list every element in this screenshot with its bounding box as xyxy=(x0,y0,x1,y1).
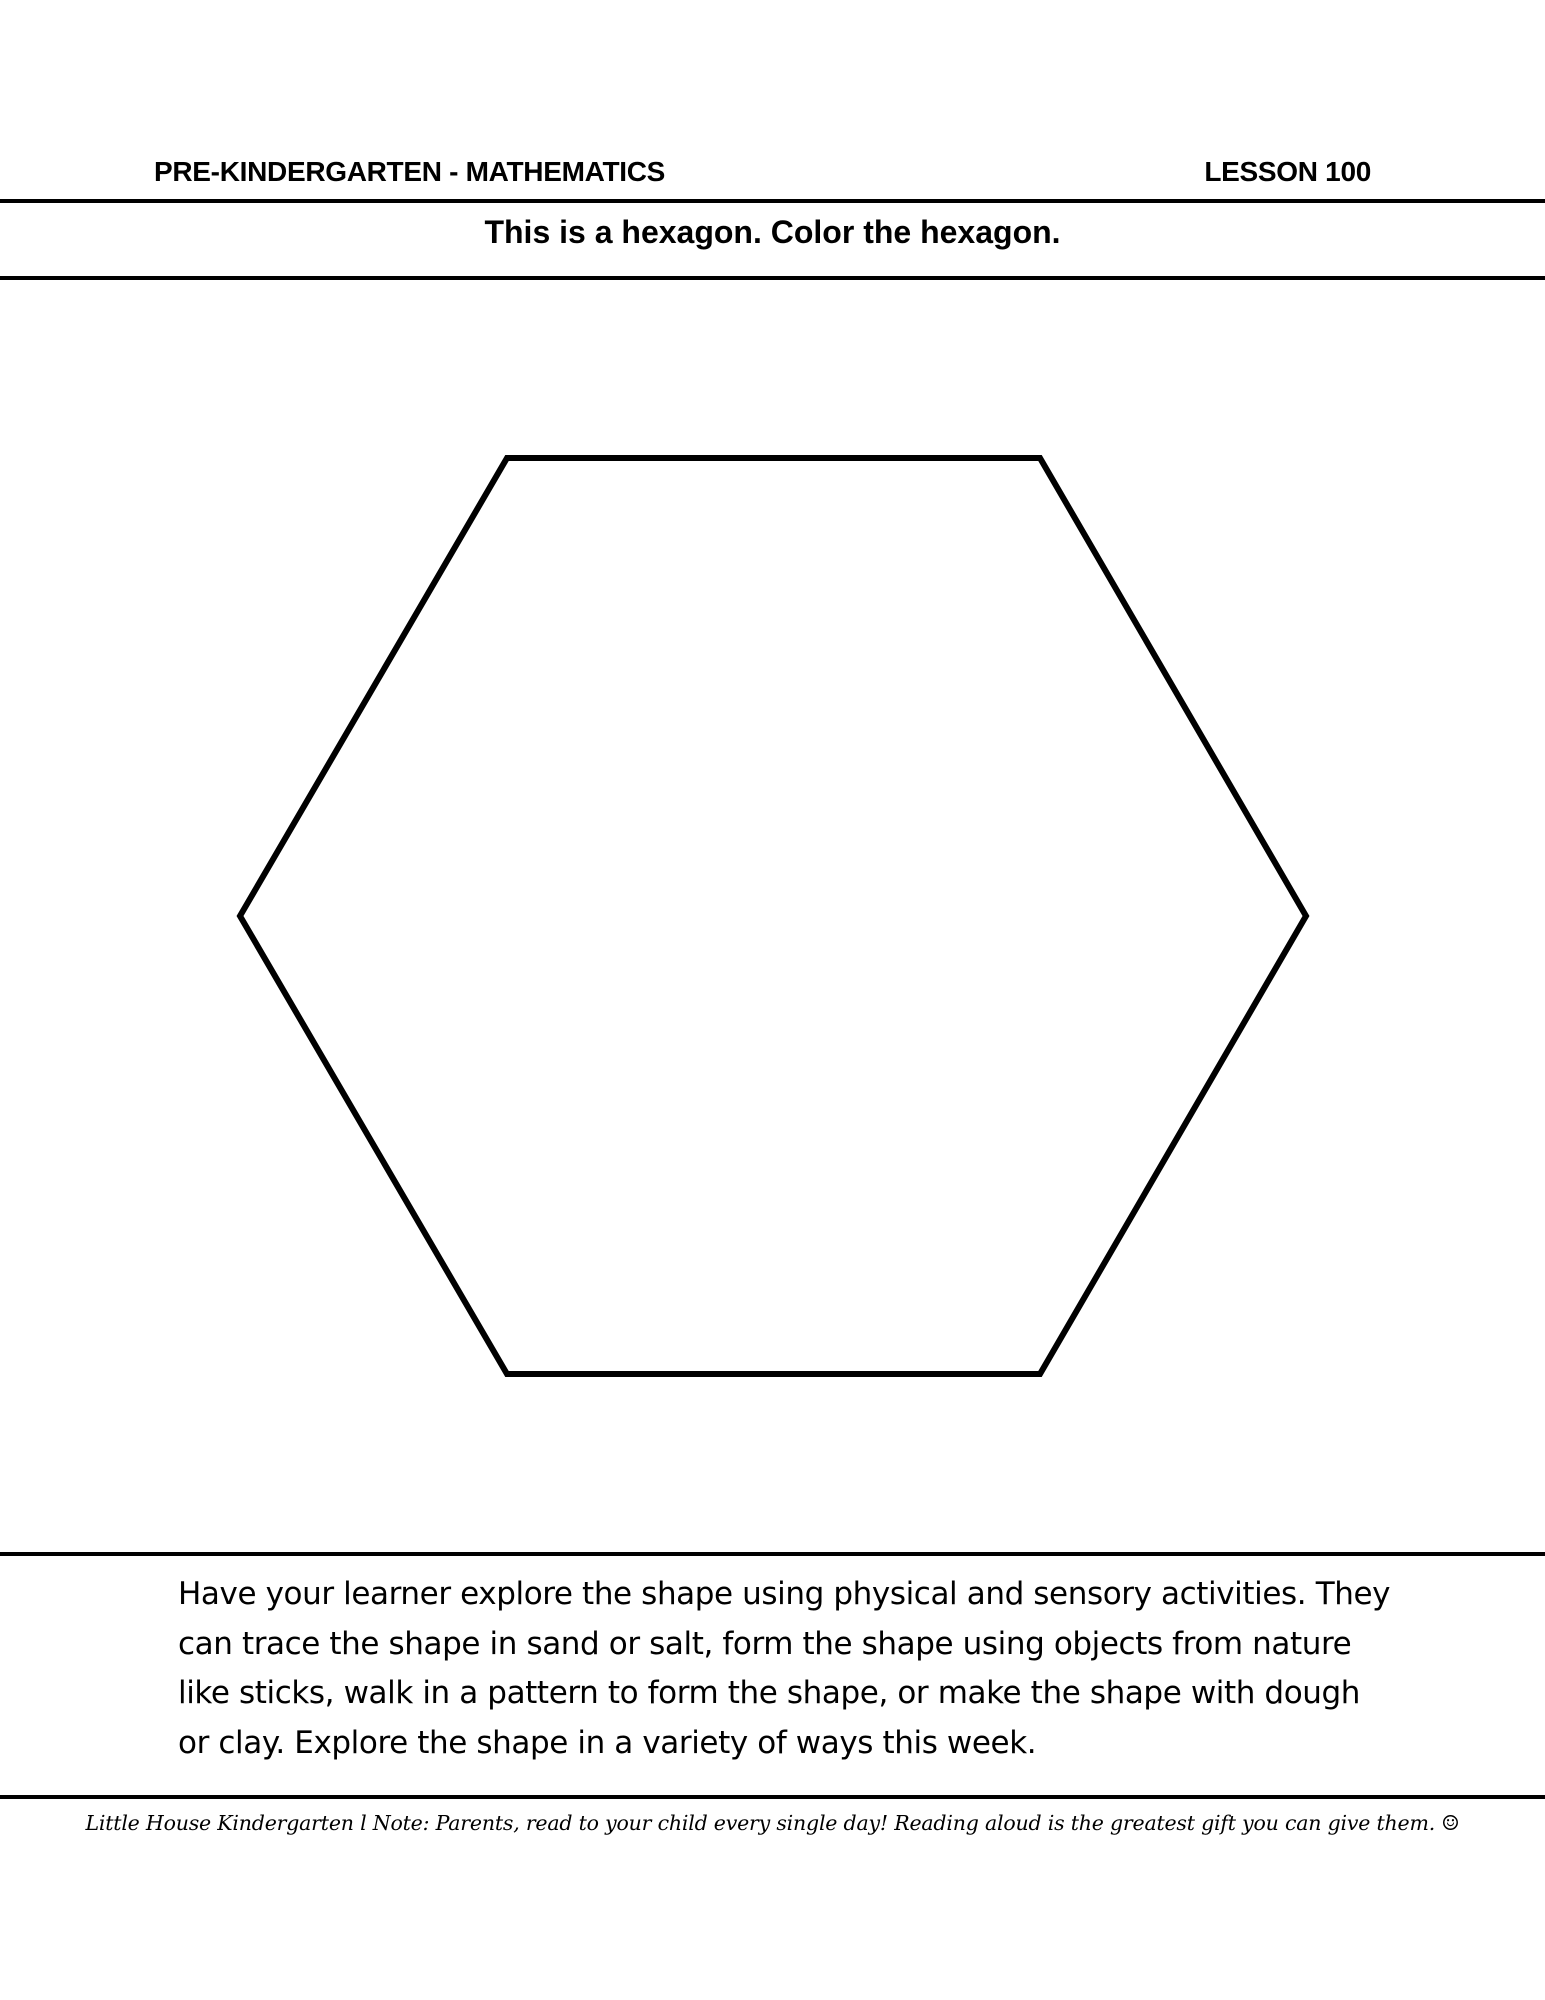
hexagon-drawing xyxy=(0,282,1545,1552)
note-top-divider xyxy=(0,1552,1545,1556)
note-line: Have your learner explore the shape using physical and sensory activities. They xyxy=(178,1576,1391,1612)
footer-divider xyxy=(0,1795,1545,1799)
hexagon-shape[interactable] xyxy=(240,458,1306,1374)
parent-note xyxy=(178,1570,1398,1768)
note-line: can trace the shape in sand or salt, form the shape using objects from nature xyxy=(178,1625,1352,1662)
instruction-text: This is a hexagon. Color the hexagon. xyxy=(484,214,1061,250)
subject-title: PRE-KINDERGARTEN - MATHEMATICS xyxy=(154,156,666,187)
footer-text: Little House Kindergarten l Note: Parents, read to your child every single day! Reading aloud is the greatest gift you can give them. ☺ xyxy=(85,1811,1460,1835)
lesson-number: LESSON 100 xyxy=(1204,156,1371,187)
note-line: or clay. Explore the shape in a variety of ways this week. xyxy=(178,1724,1037,1761)
header-divider xyxy=(0,199,1545,203)
instruction-divider xyxy=(0,276,1545,280)
note-line: like sticks, walk in a pattern to form the shape, or make the shape with dough xyxy=(178,1675,1361,1711)
shape-area xyxy=(0,282,1545,1552)
